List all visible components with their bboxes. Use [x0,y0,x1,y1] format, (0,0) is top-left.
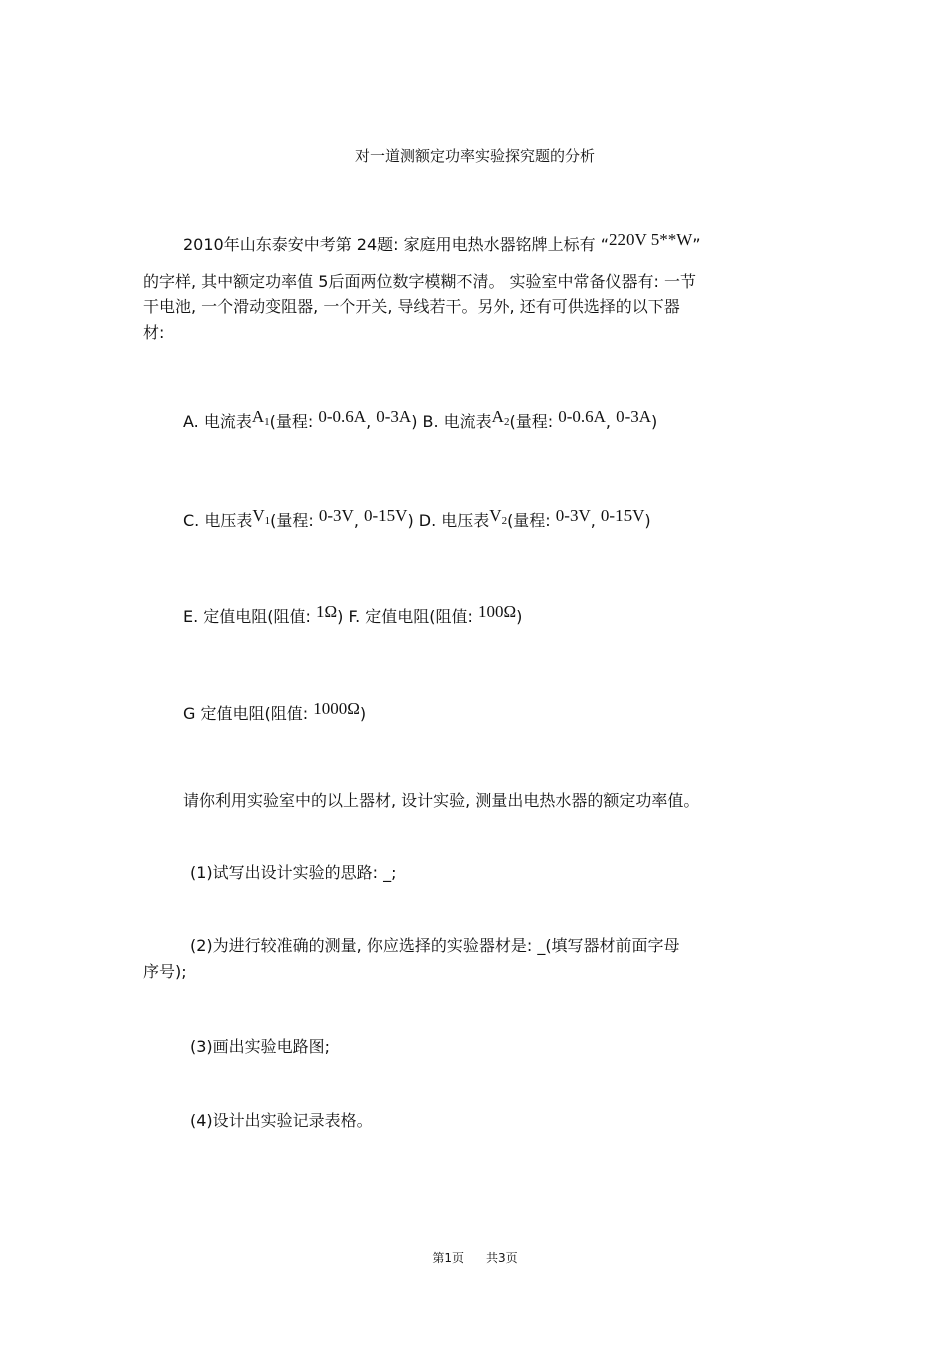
option-row-ab: A. 电流表A1(量程: 0-0.6A, 0-3A) B. 电流表A2(量程: 0-0.6A, 0-3A) [183,407,658,431]
option-a-range-2: 0-3A [376,407,412,426]
option-d-label: D. 电压表 [418,511,490,530]
question-3: (3)画出实验电路图; [190,1037,331,1056]
page-footer [0,1249,950,1266]
option-d-range-2: 0-15V [600,506,645,525]
intro-text-b: ” [692,235,701,254]
ammeter-a1-symbol: A1 [251,407,270,428]
option-a-label: A. 电流表 [183,412,252,431]
voltmeter-v1-symbol: V1 [252,506,271,527]
intro-line-4: 材: [143,323,165,342]
page-title: 对一道测额定功率实验探究题的分析 [354,147,595,165]
option-row-cd: C. 电压表V1(量程: 0-3V, 0-15V) D. 电压表V2(量程: 0-3V, 0-15V) [183,506,651,530]
question-2-line-1: (2)为进行较准确的测量, 你应选择的实验器材是: _(填写器材前面字母 [190,936,680,955]
option-b-range-2: 0-3A [616,407,652,426]
option-c-range-1: 0-3V [318,506,354,525]
option-row-g: G 定值电阻(阻值: 1000Ω) [183,699,367,723]
option-b-range-1: 0-0.6A [558,407,606,426]
option-b-label: B. 电流表 [422,412,492,431]
task-text: 请你利用实验室中的以上器材, 设计实验, 测量出电热水器的额定功率值。 [183,791,700,810]
intro-line-3: 干电池, 一个滑动变阻器, 一个开关, 导线若干。另外, 还有可供选择的以下器 [143,297,680,316]
page-number: 第1页 [432,1251,464,1265]
voltmeter-v2-symbol: V2 [489,506,508,527]
option-c-label: C. 电压表 [183,511,253,530]
ammeter-a2-symbol: A2 [491,407,510,428]
option-c-range-label: (量程: [270,511,314,530]
option-f-value: 100Ω [478,602,517,621]
option-c-range-2: 0-15V [364,506,408,525]
option-b-range-label: (量程: [509,412,554,431]
option-a-range-1: 0-0.6A [318,407,367,426]
intro-line-2: 的字样, 其中额定功率值 5后面两位数字模糊不清。 实验室中常备仪器有: 一节 [143,272,697,291]
option-e-label: E. 定值电阻(阻值: [183,607,311,626]
nameplate-value: 220V 5**W [609,230,693,249]
question-1: (1)试写出设计实验的思路: _; [190,863,397,882]
option-e-value: 1Ω [316,602,338,621]
option-d-range-label: (量程: [507,511,551,530]
intro-text-a: 2010年山东泰安中考第 24题: 家庭用电热水器铭牌上标有 “ [183,235,610,254]
option-a-range-label: (量程: [269,412,314,431]
intro-line-1 [183,232,701,255]
question-4: (4)设计出实验记录表格。 [190,1111,373,1130]
option-f-label: F. 定值电阻(阻值: [348,607,473,626]
option-row-ef: E. 定值电阻(阻值: 1Ω) F. 定值电阻(阻值: 100Ω) [183,602,523,626]
option-g-value: 1000Ω [313,699,360,718]
option-g-label: G 定值电阻(阻值: [183,704,309,723]
page-total: 共3页 [486,1251,518,1265]
question-2-line-2: 序号); [143,962,187,981]
option-d-range-1: 0-3V [555,506,591,525]
